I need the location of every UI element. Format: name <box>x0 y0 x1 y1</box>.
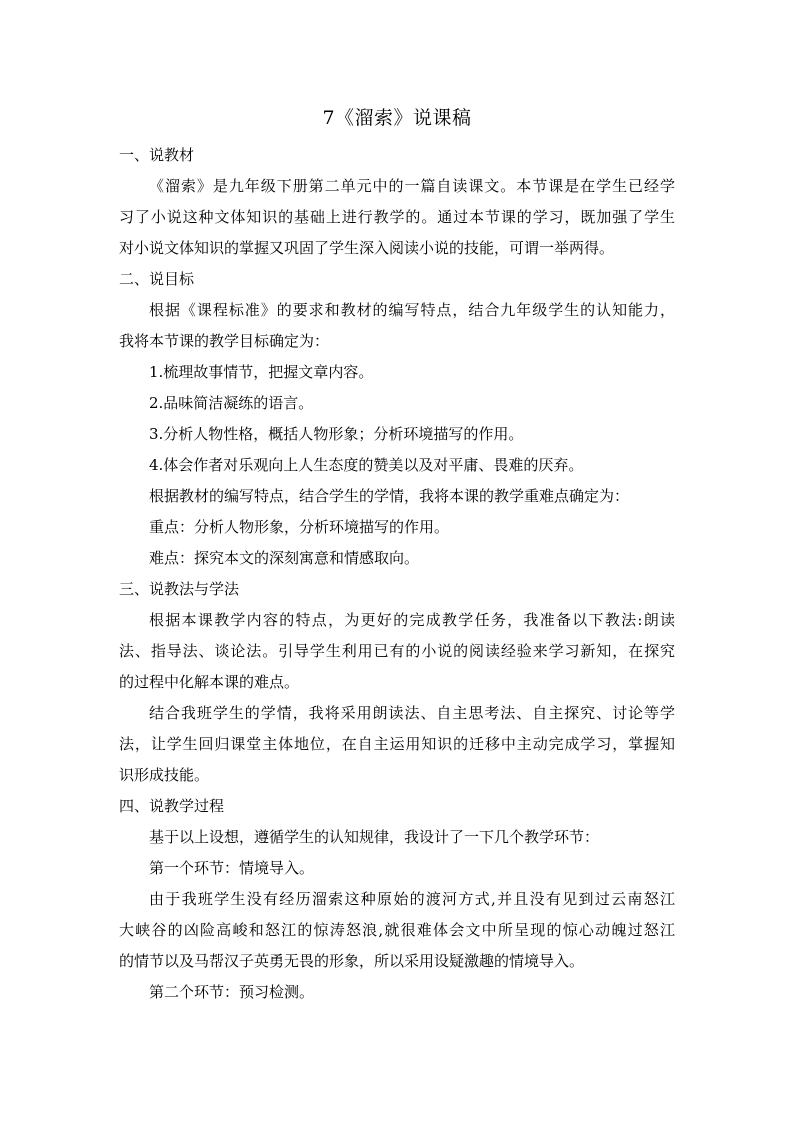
paragraph-line: 大峡谷的凶险高峻和怒江的惊涛怒浪,就很难体会文中所呈现的惊心动魄过怒江 <box>119 921 675 939</box>
paragraph-line: 法、指导法、谈论法。引导学生利用已有的小说的阅读经验来学习新知，在探究 <box>119 642 675 660</box>
paragraph-line: 识形成技能。 <box>119 766 210 784</box>
step-heading: 第一个环节：情境导入。 <box>149 859 315 877</box>
section-heading-process: 四、说教学过程 <box>119 797 225 815</box>
objective-item: 3.分析人物性格，概括人物形象；分析环境描写的作用。 <box>149 425 524 443</box>
difficult-point: 难点：探究本文的深刻寓意和情感取向。 <box>149 549 420 567</box>
step-heading: 第二个环节：预习检测。 <box>149 983 315 1001</box>
objective-item: 1.梳理故事情节，把握文章内容。 <box>149 363 374 381</box>
paragraph-line: 法，让学生回归课堂主体地位，在自主运用知识的迁移中主动完成学习，掌握知 <box>119 735 675 753</box>
document-body <box>119 140 675 1008</box>
objective-item: 4.体会作者对乐观向上人生态度的赞美以及对平庸、畏难的厌弃。 <box>149 456 584 474</box>
paragraph-line: 由于我班学生没有经历溜索这种原始的渡河方式,并且没有见到过云南怒江 <box>149 890 675 908</box>
paragraph-line: 根据本课教学内容的特点，为更好的完成教学任务，我准备以下教法:朗读 <box>149 611 675 629</box>
paragraph-line: 《溜索》是九年级下册第二单元中的一篇自读课文。本节课是在学生已经学 <box>149 177 675 195</box>
section-heading-methods: 三、说教法与学法 <box>119 580 240 598</box>
objective-item: 2.品味简洁凝练的语言。 <box>149 394 314 412</box>
paragraph-line: 根据《课程标准》的要求和教材的编写特点，结合九年级学生的认知能力， <box>149 301 675 319</box>
document-title: 7《溜索》说课稿 <box>322 107 472 129</box>
key-point: 重点：分析人物形象，分析环境描写的作用。 <box>149 518 450 536</box>
paragraph-line: 的情节以及马帮汉子英勇无畏的形象，所以采用设疑激趣的情境导入。 <box>119 952 585 970</box>
paragraph-line: 结合我班学生的学情，我将采用朗读法、自主思考法、自主探究、讨论等学 <box>149 704 675 722</box>
paragraph-line: 对小说文体知识的掌握又巩固了学生深入阅读小说的技能，可谓一举两得。 <box>119 239 615 257</box>
section-heading-objectives: 二、说目标 <box>119 270 195 288</box>
paragraph-line: 习了小说这种文体知识的基础上进行教学的。通过本节课的学习，既加强了学生 <box>119 208 675 226</box>
paragraph-line: 的过程中化解本课的难点。 <box>119 673 300 691</box>
section-heading-teaching-material: 一、说教材 <box>119 146 195 164</box>
paragraph-line: 根据教材的编写特点，结合学生的学情，我将本课的教学重难点确定为： <box>149 487 630 505</box>
paragraph-line: 基于以上设想，遵循学生的认知规律，我设计了一下几个教学环节： <box>149 828 600 846</box>
paragraph-line: 我将本节课的教学目标确定为： <box>119 332 330 350</box>
